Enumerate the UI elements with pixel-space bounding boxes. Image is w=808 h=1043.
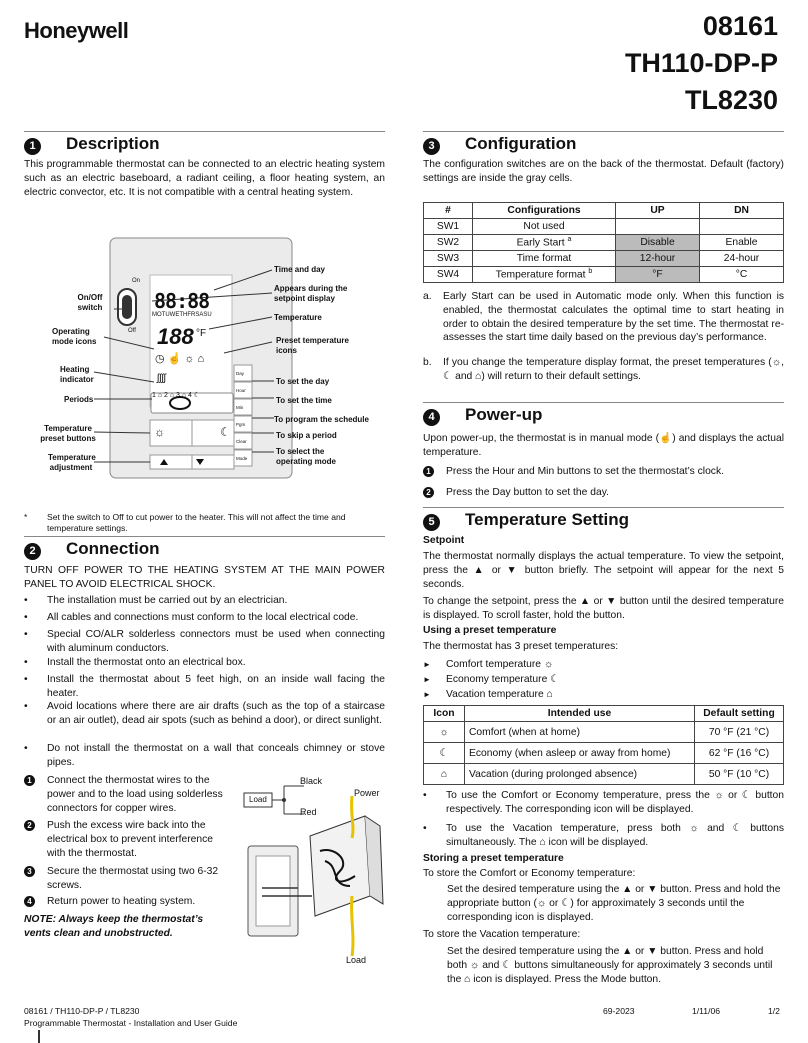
wire-black-label: Black — [300, 776, 323, 786]
connection-note: NOTE: Always keep the thermostat’s vents clean and unobstructed. — [24, 914, 204, 939]
comfort-button-icon: ☼ — [154, 425, 165, 439]
connection-step: 1 Connect the thermostat wires to the power and to the load using solderless connectors for copper wires. — [24, 774, 230, 816]
section-temperature-header — [423, 507, 784, 532]
store-v-text: To store the Vacation temperature: — [423, 929, 581, 940]
side-button-mode: Mode — [236, 456, 248, 461]
setpoint-heading: Setpoint — [423, 535, 465, 546]
list-item: • Do not install the thermostat on a wall that conceals chimney or stove pipes. — [24, 743, 385, 768]
list-item: ► Economy temperature ☾ — [423, 674, 560, 685]
column-header: Intended use — [465, 706, 695, 722]
mode-icons: ◷ ☝ ☼ ⌂ — [155, 353, 205, 365]
table-row: SW1 Not used — [424, 219, 784, 235]
column-header: Configurations — [473, 203, 616, 219]
section-title: Power-up — [465, 405, 543, 424]
preset-heading: Using a preset temperature — [423, 625, 557, 636]
label-operating-mode: Operating mode icons — [52, 327, 97, 346]
model-3: TL8230 — [684, 85, 778, 115]
list-item: • Avoid locations where there are air drafts (such as the top of a staircase or an air outlet), dead air spots (such as behind a door), or direct sunlight. — [24, 701, 385, 726]
powerup-step: 2 Press the Day button to set the day. — [423, 486, 784, 500]
load-label: Load — [346, 955, 367, 965]
label-time-and-day: Time and day — [274, 265, 325, 274]
side-button-clear: Clear — [236, 439, 247, 444]
table-header-row — [424, 706, 784, 722]
table-row: SW2 Early Start $^a$ Disable Enable — [424, 235, 784, 251]
column-header: Default setting — [695, 706, 784, 722]
column-header: # — [424, 203, 473, 219]
connection-warning: TURN OFF POWER TO THE HEATING SYSTEM AT THE MAIN POWER PANEL TO AVOID ELECTRICAL SHOCK. — [24, 565, 385, 590]
list-item: • Install the thermostat onto an electrical box. — [24, 657, 246, 668]
list-item: • Install the thermostat about 5 feet high, on an inside wall facing the heater. — [24, 674, 385, 699]
lcd-clock: 88:88 — [154, 289, 210, 313]
footnote-a: a. Early Start can be used in Automatic mode only. When this function is enabled, the thermostat calculates the optimal time to start heating in order to obtain the desired temperature by the set time. The thermostat re-assesses the start time daily based on the previous day’s performance. — [423, 291, 784, 344]
power-label: Power — [354, 788, 380, 798]
footer-page: 1/2 — [768, 1006, 780, 1016]
list-item: • All cables and connections must conform to the local electrical code. — [24, 612, 359, 623]
section-connection-header — [24, 536, 385, 561]
label-program-schedule: To program the schedule — [274, 415, 369, 424]
section-number: 2 — [24, 543, 41, 560]
store-ce-text: To store the Comfort or Economy temperature: — [423, 868, 636, 879]
section-number: 1 — [24, 138, 41, 155]
section-number: 3 — [423, 138, 440, 155]
store-v-detail: Set the desired temperature using the ▲ or ▼ button. Press and hold both ☼ and ☾ buttons simultaneously for approximately 3 seconds until the ⌂ icon is displayed. Press the Mode button. — [447, 946, 773, 985]
label-skip-period: To skip a period — [276, 431, 337, 440]
load-box-label: Load — [249, 795, 267, 804]
section-powerup-header — [423, 402, 784, 427]
label-setpoint-display: Appears during the setpoint display — [274, 284, 348, 303]
table-row: ☾ Economy (when asleep or away from home) 62 °F (16 °C) — [424, 743, 784, 764]
lcd-temperature: 188 — [157, 324, 194, 349]
store-ce-detail: Set the desired temperature using the ▲ or ▼ button. Press and hold the appropriate button (☼ or ☾) for approximately 3 seconds until the corresponding icon is displayed. — [447, 884, 781, 923]
switch-on-label: On — [132, 278, 141, 284]
preset-intro: The thermostat has 3 preset temperatures: — [423, 641, 619, 652]
footer-models: 08161 / TH110-DP-P / TL8230 — [24, 1006, 140, 1016]
label-set-day: To set the day — [276, 377, 330, 386]
section-description-header — [24, 131, 385, 156]
footer-guide-title: Programmable Thermostat - Installation and User Guide — [24, 1018, 238, 1028]
label-onoff-switch: On/Off switch — [77, 293, 103, 312]
connection-step: 4 Return power to heating system. — [24, 895, 230, 909]
footer-date: 1/11/06 — [692, 1006, 721, 1016]
label-periods: Periods — [64, 395, 94, 404]
list-item: • The installation must be carried out by an electrician. — [24, 595, 288, 606]
section-number: 5 — [423, 514, 440, 531]
lcd-days: MOTUWETHFRSASU — [152, 312, 212, 318]
description-text: This programmable thermostat can be connected to an electric heating system such as an electric baseboard, a radiant ceiling, a floor heating system, an electric convector, etc. It is not compatible with a central heating system. — [24, 159, 385, 198]
section-title: Temperature Setting — [465, 510, 630, 529]
thermostat-diagram — [24, 225, 385, 505]
wiring-diagram — [240, 776, 390, 966]
label-preset-buttons: Temperature preset buttons — [40, 424, 96, 443]
note-asterisk: * — [24, 512, 28, 522]
section-title: Configuration — [465, 134, 577, 153]
section-number: 4 — [423, 409, 440, 426]
label-preset-icons: Preset temperature icons — [276, 336, 349, 355]
table-row: ⌂ Vacation (during prolonged absence) 50 °F (10 °C) — [424, 764, 784, 785]
list-item: ► Vacation temperature ⌂ — [423, 689, 553, 700]
lcd-unit: °F — [196, 328, 207, 339]
table-header-row — [424, 203, 784, 219]
label-set-time: To set the time — [276, 396, 332, 405]
list-item: • To use the Vacation temperature, press both ☼ and ☾ buttons simultaneously. The ⌂ icon will be displayed. — [423, 823, 784, 848]
brand-logo: Honeywell — [24, 18, 129, 43]
side-button-day: Day — [236, 371, 245, 376]
powerup-step: 1 Press the Hour and Min buttons to set the thermostat’s clock. — [423, 465, 784, 479]
switch-off-label: Off — [128, 328, 136, 334]
connection-step: 2 Push the excess wire back into the electrical box to prevent interference with the thermostat. — [24, 819, 230, 861]
table-row: SW3 Time format 12-hour 24-hour — [424, 251, 784, 267]
list-item: • Special CO/ALR solderless connectors must be used when connecting with aluminum conductors. — [24, 629, 385, 654]
label-select-mode: To select the operating mode — [276, 447, 337, 466]
wiring-drawing — [240, 776, 390, 966]
label-temperature: Temperature — [274, 313, 322, 322]
heating-indicator-icon: ʃʃʃʃ — [157, 373, 166, 384]
label-temp-adjustment: Temperature adjustment — [48, 453, 96, 472]
list-item: • To use the Comfort or Economy temperature, press the ☼ or ☾ button respectively. The corresponding icon will be displayed. — [423, 790, 784, 815]
table-row: SW4 Temperature format $^b$ °F °C — [424, 267, 784, 283]
connection-step: 3 Secure the thermostat using two 6-32 screws. — [24, 865, 230, 893]
column-header: DN — [700, 203, 784, 219]
section-configuration-header — [423, 131, 784, 156]
description-note: Set the switch to Off to cut power to the heater. This will not affect the time and temperature settings. — [47, 512, 346, 533]
configuration-text: The configuration switches are on the back of the thermostat. Default (factory) settings are inside the gray cells. — [423, 159, 784, 184]
side-button-hour: Hour — [236, 388, 246, 393]
model-2: TH110-DP-P — [624, 48, 778, 78]
column-header: UP — [616, 203, 700, 219]
column-header: Icon — [424, 706, 465, 722]
configuration-table — [423, 202, 784, 283]
model-1: 08161 — [702, 11, 778, 41]
model-numbers — [625, 8, 778, 119]
footnote-b: b. If you change the temperature display format, the preset temperatures (☼, ☾ and ⌂) will return to their default settings. — [423, 357, 784, 382]
side-button-pgm: Pgm — [236, 422, 246, 427]
powerup-text: Upon power-up, the thermostat is in manual mode (☝) and displays the actual temperature. — [423, 433, 784, 458]
side-button-min: Min — [236, 405, 244, 410]
wire-red-label: Red — [300, 807, 317, 817]
section-title: Connection — [66, 539, 160, 558]
footer-mark — [38, 1030, 40, 1043]
table-row: ☼ Comfort (when at home) 70 °F (21 °C) — [424, 722, 784, 743]
storing-heading: Storing a preset temperature — [423, 853, 564, 864]
label-heating-indicator: Heating indicator — [60, 365, 94, 384]
section-title: Description — [66, 134, 160, 153]
period-icons: 1 ⌂ 2 ⌂ 3 ⌂ 4 ☾ — [152, 392, 201, 399]
list-item: ► Comfort temperature ☼ — [423, 659, 554, 670]
preset-table — [423, 705, 784, 785]
setpoint-text-1: The thermostat normally displays the actual temperature. To view the setpoint, press the ▲ or ▼ button briefly. The setpoint will appear for the next 5 seconds. — [423, 551, 784, 590]
economy-button-icon: ☾ — [220, 425, 231, 439]
footer-code: 69-2023 — [603, 1006, 635, 1016]
setpoint-text-2: To change the setpoint, press the ▲ or ▼ button until the desired temperature is displayed. To scroll faster, hold the button. — [423, 596, 784, 621]
